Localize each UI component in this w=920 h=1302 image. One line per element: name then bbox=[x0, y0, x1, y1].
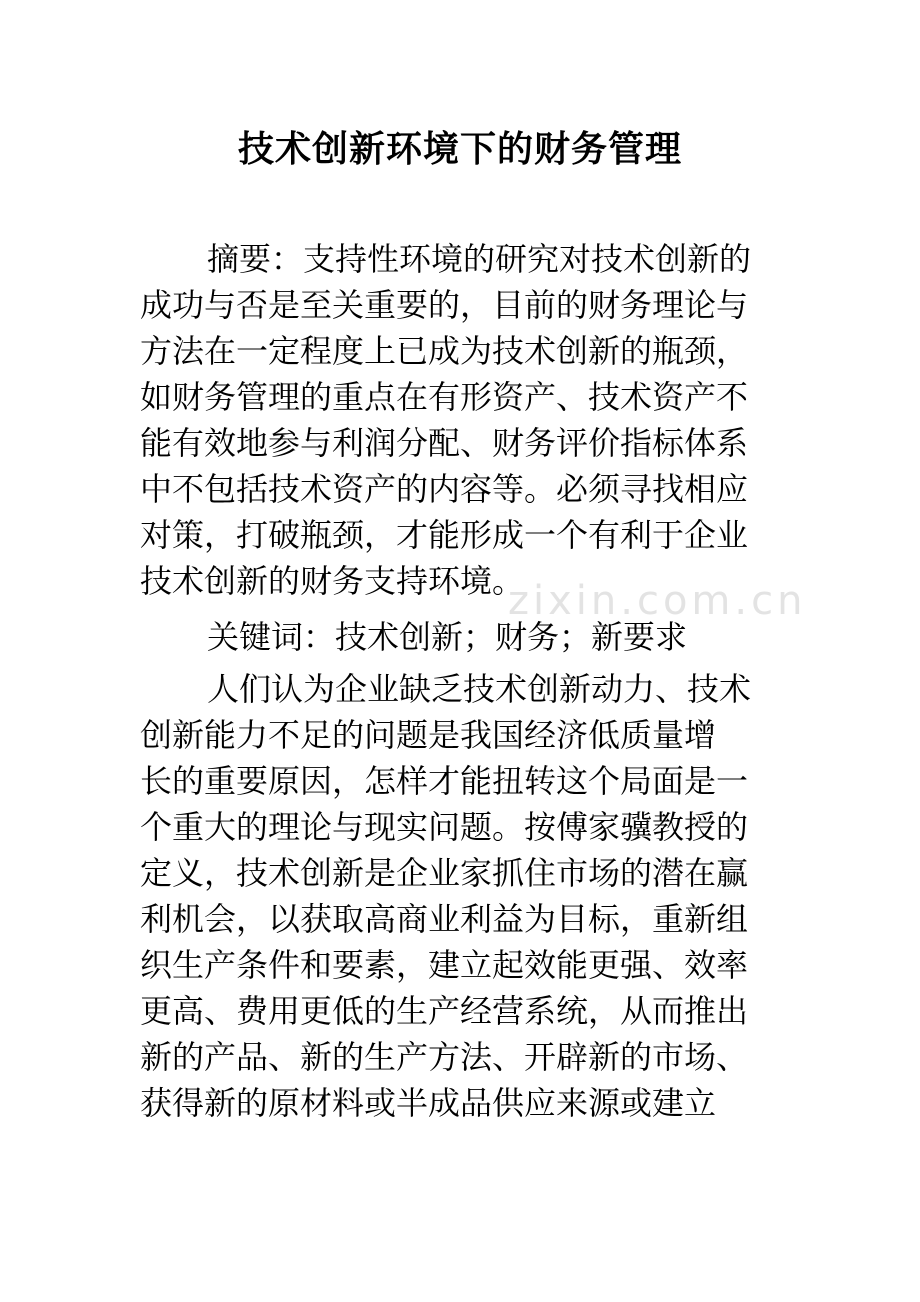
body-line-4: 个重大的理论与现实问题。按傅家骥教授的 bbox=[140, 808, 749, 846]
abstract-line-2: 成功与否是至关重要的，目前的财务理论与 bbox=[140, 286, 749, 324]
keywords-line: 关键词：技术创新；财务；新要求 bbox=[207, 618, 688, 656]
body-line-2: 创新能力不足的问题是我国经济低质量增 bbox=[140, 716, 717, 754]
abstract-line-3: 方法在一定程度上已成为技术创新的瓶颈， bbox=[140, 332, 749, 370]
abstract-line-8: 技术创新的财务支持环境。 bbox=[140, 562, 525, 600]
watermark: zixin.com.cn bbox=[508, 578, 807, 624]
body-line-6: 利机会，以获取高商业利益为目标，重新组 bbox=[140, 900, 749, 938]
body-line-1: 人们认为企业缺乏技术创新动力、技术 bbox=[207, 670, 752, 708]
abstract-line-1: 摘要：支持性环境的研究对技术创新的 bbox=[207, 240, 752, 278]
body-line-5: 定义，技术创新是企业家抓住市场的潜在赢 bbox=[140, 854, 749, 892]
document-title: 技术创新环境下的财务管理 bbox=[237, 129, 682, 170]
abstract-line-7: 对策，打破瓶颈，才能形成一个有利于企业 bbox=[140, 516, 749, 554]
body-line-7: 织生产条件和要素，建立起效能更强、效率 bbox=[140, 946, 749, 984]
abstract-line-6: 中不包括技术资产的内容等。必须寻找相应 bbox=[140, 470, 749, 508]
body-line-10: 获得新的原材料或半成品供应来源或建立 bbox=[140, 1084, 717, 1122]
body-line-8: 更高、费用更低的生产经营系统，从而推出 bbox=[140, 992, 749, 1030]
body-line-3: 长的重要原因，怎样才能扭转这个局面是一 bbox=[140, 762, 749, 800]
abstract-line-5: 能有效地参与利润分配、财务评价指标体系 bbox=[140, 424, 749, 462]
body-line-9: 新的产品、新的生产方法、开辟新的市场、 bbox=[140, 1038, 749, 1076]
abstract-line-4: 如财务管理的重点在有形资产、技术资产不 bbox=[140, 378, 749, 416]
